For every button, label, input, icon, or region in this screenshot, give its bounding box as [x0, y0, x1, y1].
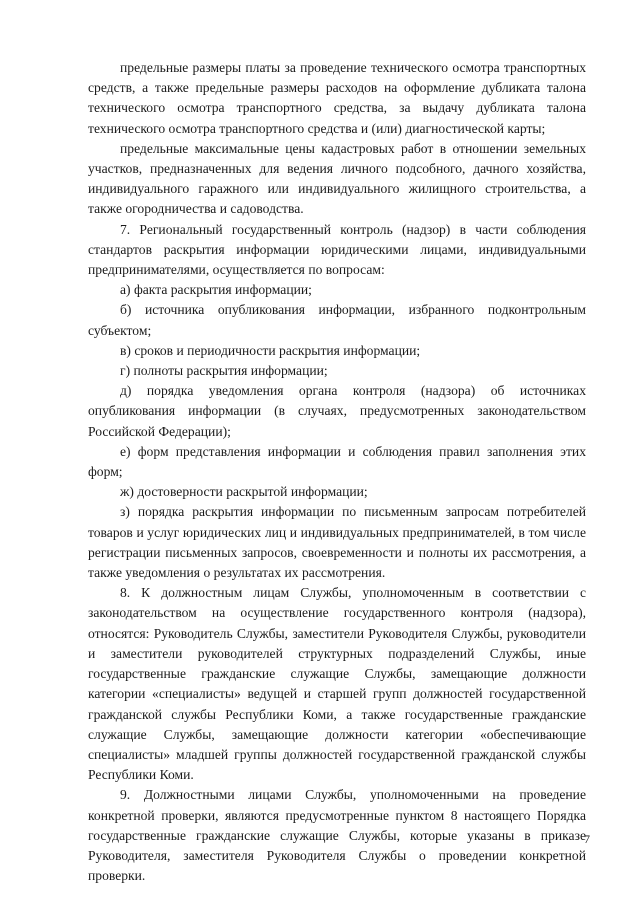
page-number: 7 — [584, 832, 590, 846]
list-item-z: з) порядка раскрытия информации по письменным запросам потребителей товаров и услуг юридических лиц и индивидуальных предпринимателей, в том числе регистрации письменных запросов, своевременности и полноты их рассмотрения, а также уведомления о результатах их рассмотрения. — [88, 504, 586, 581]
list-item-b: б) источника опубликования информации, избранного подконтрольным субъектом; — [88, 302, 586, 338]
paragraph-item-8: 8. К должностным лицам Службы, уполномоченным в соответствии с законодательством на осуществление государственного контроля (надзора), относятся: Руководитель Службы, заместители Руководителя Службы, руководители и заместители руководителей структурных подразделений Службы, иные государственные гражданские служащие Службы, замещающие должности категории «специалисты» ведущей и старшей групп должностей государственной гражданской службы Республики Коми, а также государственные гражданские служащие Службы, замещающие должности категории «обеспечивающие специалисты» младшей группы должностей государственной гражданской службы Республики Коми. — [88, 585, 586, 783]
list-item-g: г) полноты раскрытия информации; — [120, 363, 328, 379]
list-item-d: д) порядка уведомления органа контроля (надзора) об источниках опубликования информации (в случаях, предусмотренных законодательством Российской Федерации); — [88, 383, 586, 439]
paragraph-item-7: 7. Региональный государственный контроль (надзор) в части соблюдения стандартов раскрытия информации юридическими лицами, индивидуальными предпринимателями, осуществляется по вопросам: — [88, 221, 586, 278]
list-item-zh: ж) достоверности раскрытой информации; — [120, 484, 368, 500]
list-item-e: е) форм представления информации и соблюдения правил заполнения этих форм; — [88, 443, 586, 480]
paragraph-item-9: 9. Должностными лицами Службы, уполномоченными на проведение конкретной проверки, являются предусмотренные пунктом 8 настоящего Порядка государственные гражданские служащие Службы, которые указаны в приказе Руководителя, заместителя Руководителя Службы о проведении конкретной проверки. — [88, 787, 586, 884]
document-body — [88, 58, 586, 886]
list-item-v: в) сроков и периодичности раскрытия информации; — [120, 342, 421, 358]
paragraph-cadastral-prices: предельные максимальные цены кадастровых работ в отношении земельных участков, предназначенных для ведения личного подсобного, дачного хозяйства, индивидуального гаражного или индивидуального жилищного строительства, а также огородничества и садоводства. — [88, 140, 586, 217]
list-item-a: а) факта раскрытия информации; — [120, 282, 312, 298]
paragraph-inspection-fees: предельные размеры платы за проведение технического осмотра транспортных средств, а также предельные размеры расходов на оформление дубликата талона технического осмотра транспортного средства, за выдачу дубликата талона технического осмотра транспортного средства и (или) диагностической карты; — [88, 60, 586, 136]
